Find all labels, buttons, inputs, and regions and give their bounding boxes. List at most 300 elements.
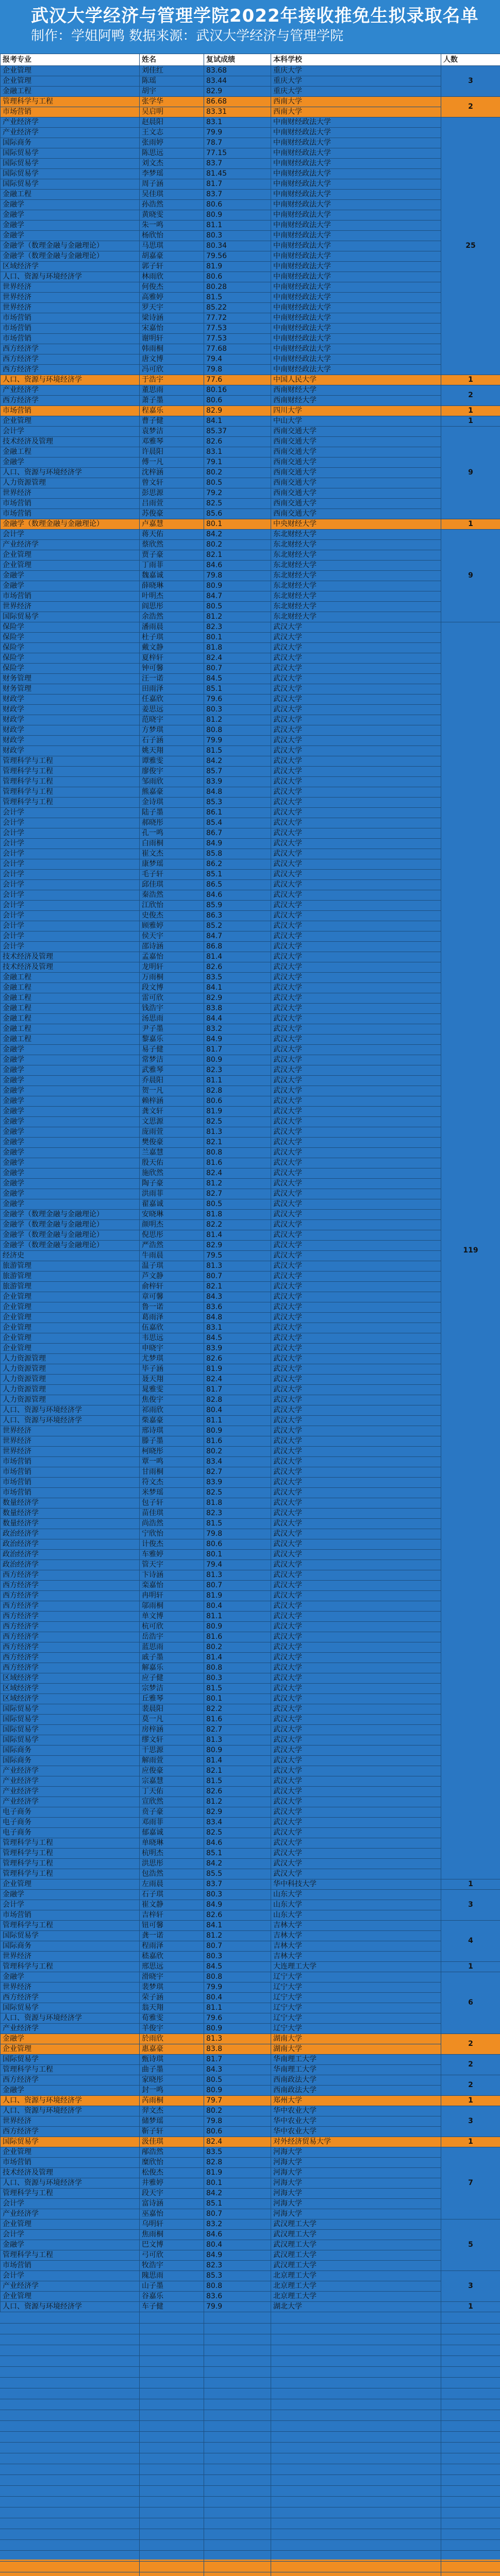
- score-cell: 81.6: [204, 1436, 271, 1447]
- school-cell: 武汉大学: [271, 942, 441, 952]
- page-subtitle: 制作：学姐阿鸭 数据来源：武汉大学经济与管理学院: [31, 28, 344, 44]
- score-cell: 84.4: [204, 1014, 271, 1024]
- major-cell: 金融工程: [1, 1004, 140, 1014]
- major-cell: 国际贸易学: [1, 1725, 140, 1735]
- score-cell: 80.1: [204, 2178, 271, 2189]
- name-cell: 伍嘉欣: [140, 1323, 204, 1333]
- table-row: [1, 1436, 500, 1447]
- score-cell: 80.4: [204, 1601, 271, 1612]
- school-cell: 湖南大学: [271, 2044, 441, 2055]
- major-cell: 技术经济及管理: [1, 2168, 140, 2178]
- table-row: [1, 241, 500, 251]
- school-cell: 武汉大学: [271, 1302, 441, 1313]
- school-cell: 山东大学: [271, 1900, 441, 1910]
- table-row: [1, 674, 500, 684]
- table-row: [1, 200, 500, 210]
- table-row: [1, 221, 500, 231]
- school-cell: 武汉大学: [271, 1591, 441, 1601]
- name-cell: 林雨欣: [140, 272, 204, 282]
- table-row: [1, 1416, 500, 1426]
- table-row: [1, 808, 500, 818]
- table-row: [1, 540, 500, 550]
- score-cell: 81.4: [204, 1653, 271, 1663]
- table-row: [1, 736, 500, 746]
- score-cell: 81.2: [204, 715, 271, 725]
- name-cell: 张学华: [140, 97, 204, 107]
- school-cell: 中山大学: [271, 416, 441, 427]
- school-cell: 武汉大学: [271, 1807, 441, 1818]
- school-cell: 郑州大学: [271, 2096, 441, 2106]
- score-cell: 83.9: [204, 777, 271, 787]
- major-cell: 市场营销: [1, 2261, 140, 2271]
- score-cell: 84.1: [204, 983, 271, 993]
- major-cell: 管理科学与工程: [1, 1849, 140, 1859]
- name-cell: 阎思彤: [140, 602, 204, 612]
- school-cell: 武汉大学: [271, 777, 441, 787]
- major-cell: 旅游管理: [1, 1272, 140, 1282]
- score-cell: 80.1: [204, 1550, 271, 1560]
- school-cell: 武汉大学: [271, 1560, 441, 1570]
- score-cell: 85.6: [204, 509, 271, 519]
- major-cell: 西方经济学: [1, 1591, 140, 1601]
- score-cell: 80.34: [204, 241, 271, 251]
- table-row: [1, 787, 500, 798]
- school-cell: 武汉大学: [271, 1622, 441, 1632]
- name-cell: 蒋天佑: [140, 530, 204, 540]
- score-cell: 84.3: [204, 2065, 271, 2075]
- major-cell: 西方经济学: [1, 1581, 140, 1591]
- school-cell: 西南交通大学: [271, 468, 441, 478]
- school-cell: 西南交通大学: [271, 488, 441, 499]
- column-header: 复试成绩: [204, 54, 271, 66]
- name-cell: 王文志: [140, 128, 204, 138]
- table-row: [1, 993, 500, 1004]
- name-cell: 宣欣然: [140, 1797, 204, 1807]
- score-cell: 77.15: [204, 148, 271, 159]
- name-cell: 荀雅雯: [140, 2013, 204, 2024]
- table-row: [1, 901, 500, 911]
- school-cell: 武汉大学: [271, 1436, 441, 1447]
- score-cell: 81.2: [204, 612, 271, 622]
- school-cell: 武汉大学: [271, 1581, 441, 1591]
- name-cell: 家晓彤: [140, 2075, 204, 2086]
- name-cell: 侯天宇: [140, 931, 204, 942]
- table-row: [1, 911, 500, 921]
- score-cell: 80.1: [204, 519, 271, 530]
- name-cell: 焦俊宇: [140, 1395, 204, 1405]
- table-row: [1, 1838, 500, 1849]
- table-row: [1, 1189, 500, 1199]
- major-cell: 会计学: [1, 849, 140, 859]
- name-cell: 吴启明: [140, 107, 204, 117]
- score-cell: 81.1: [204, 1076, 271, 1086]
- table-row: [1, 1879, 500, 1890]
- major-cell: 世界经济: [1, 303, 140, 313]
- school-cell: 武汉大学: [271, 1313, 441, 1323]
- school-cell: 武汉大学: [271, 1333, 441, 1344]
- major-cell: 电子商务: [1, 1828, 140, 1838]
- name-cell: 应子健: [140, 1673, 204, 1684]
- score-cell: 81.4: [204, 952, 271, 962]
- table-row: [1, 622, 500, 633]
- score-cell: 82.8: [204, 1395, 271, 1405]
- name-cell: 江欣怡: [140, 901, 204, 911]
- score-cell: 77.53: [204, 334, 271, 344]
- major-cell: 人口、资源与环境经济学: [1, 1416, 140, 1426]
- school-cell: 北京理工大学: [271, 2281, 441, 2292]
- table-row: [1, 66, 500, 76]
- table-row: [1, 602, 500, 612]
- name-cell: 嵇嘉欣: [140, 1952, 204, 1962]
- major-cell: 企业管理: [1, 416, 140, 427]
- name-cell: 胡嘉豪: [140, 251, 204, 262]
- name-cell: 韩雨桐: [140, 344, 204, 354]
- score-cell: 86.7: [204, 828, 271, 839]
- table-row: [1, 344, 500, 354]
- table-row: [1, 839, 500, 849]
- name-cell: 尹子墨: [140, 1024, 204, 1035]
- table-row: [1, 87, 500, 97]
- name-cell: 潘雨晨: [140, 622, 204, 633]
- school-cell: 河海大学: [271, 2147, 441, 2158]
- major-cell: 西方经济学: [1, 1612, 140, 1622]
- major-cell: 世界经济: [1, 1982, 140, 1993]
- page-title: 武汉大学经济与管理学院2022年接收推免生拟录取名单: [31, 6, 479, 26]
- column-header: 姓名: [140, 54, 204, 66]
- score-cell: 83.1: [204, 447, 271, 457]
- major-cell: 世界经济: [1, 1952, 140, 1962]
- school-cell: 中南财经政法大学: [271, 324, 441, 334]
- name-cell: 姜思远: [140, 705, 204, 715]
- major-cell: 产业经济学: [1, 2209, 140, 2219]
- name-cell: 袁梦洁: [140, 427, 204, 437]
- name-cell: 陆子墨: [140, 808, 204, 818]
- table-row: [1, 1745, 500, 1756]
- major-cell: 金融学: [1, 457, 140, 468]
- count-cell: 5: [441, 2219, 500, 2271]
- name-cell: 应俊豪: [140, 1766, 204, 1776]
- name-cell: 庞雨萱: [140, 1127, 204, 1138]
- score-cell: 79.9: [204, 128, 271, 138]
- table-row: [1, 1776, 500, 1787]
- column-header-row: [1, 54, 500, 66]
- major-cell: 会计学: [1, 901, 140, 911]
- table-row: [1, 468, 500, 478]
- score-cell: 86.2: [204, 859, 271, 870]
- score-cell: 81.5: [204, 1776, 271, 1787]
- school-cell: 中南财经政法大学: [271, 262, 441, 272]
- major-cell: 财政学: [1, 746, 140, 756]
- table-row: [1, 1591, 500, 1601]
- score-cell: 80.7: [204, 664, 271, 674]
- score-cell: 85.2: [204, 921, 271, 931]
- major-cell: 人口、资源与环境经济学: [1, 375, 140, 385]
- major-cell: 保险学: [1, 653, 140, 664]
- school-cell: 辽宁大学: [271, 2024, 441, 2034]
- major-cell: 管理科学与工程: [1, 756, 140, 767]
- name-cell: 裴梦琪: [140, 1982, 204, 1993]
- table-row: [1, 1282, 500, 1292]
- score-cell: 82.4: [204, 1375, 271, 1385]
- table-row: [1, 1570, 500, 1581]
- table-row: [1, 2137, 500, 2147]
- major-cell: 金融工程: [1, 1024, 140, 1035]
- table-row: [1, 818, 500, 828]
- school-cell: 东北财经大学: [271, 550, 441, 561]
- name-cell: 巴文博: [140, 2240, 204, 2250]
- name-cell: 苏俊豪: [140, 509, 204, 519]
- table-row: [1, 1519, 500, 1529]
- table-row: [1, 777, 500, 787]
- table-row: [1, 385, 500, 396]
- name-cell: 钱浩宇: [140, 1004, 204, 1014]
- major-cell: 金融学: [1, 1117, 140, 1127]
- table-row: [1, 210, 500, 221]
- score-cell: 85.5: [204, 1869, 271, 1879]
- name-cell: 魏嘉诚: [140, 571, 204, 581]
- major-cell: 产业经济学: [1, 1797, 140, 1807]
- table-row: [1, 859, 500, 870]
- score-cell: 79.56: [204, 251, 271, 262]
- score-cell: 80.28: [204, 282, 271, 293]
- count-cell: 3: [441, 1890, 500, 1921]
- name-cell: 靳子轩: [140, 2127, 204, 2137]
- table-row: [1, 2261, 500, 2271]
- major-cell: 产业经济学: [1, 1787, 140, 1797]
- score-cell: 80.5: [204, 602, 271, 612]
- name-cell: 石子涵: [140, 736, 204, 746]
- school-cell: 武汉大学: [271, 1138, 441, 1148]
- count-cell: 2: [441, 2034, 500, 2055]
- school-cell: 吉林大学: [271, 1952, 441, 1962]
- major-cell: 市场营销: [1, 1457, 140, 1467]
- score-cell: 85.1: [204, 684, 271, 694]
- major-cell: 区域经济学: [1, 262, 140, 272]
- school-cell: 武汉大学: [271, 1014, 441, 1024]
- school-cell: 辽宁大学: [271, 1993, 441, 2003]
- major-cell: 会计学: [1, 2199, 140, 2209]
- school-cell: 武汉大学: [271, 1261, 441, 1272]
- name-cell: 方梦琪: [140, 725, 204, 736]
- major-cell: 金融学: [1, 1972, 140, 1982]
- school-cell: 中南财经政法大学: [271, 282, 441, 293]
- table-row: [1, 1642, 500, 1653]
- table-row: [1, 1807, 500, 1818]
- name-cell: 陈思远: [140, 148, 204, 159]
- table-row: [1, 1086, 500, 1096]
- major-cell: 旅游管理: [1, 1261, 140, 1272]
- school-cell: 武汉大学: [271, 1395, 441, 1405]
- table-row: [1, 1653, 500, 1663]
- school-cell: 武汉大学: [271, 1735, 441, 1745]
- row-line: [0, 2377, 500, 2378]
- score-cell: 81.1: [204, 221, 271, 231]
- school-cell: 山东大学: [271, 1890, 441, 1900]
- score-cell: 81.9: [204, 1591, 271, 1601]
- name-cell: 汪一诺: [140, 674, 204, 684]
- name-cell: 卞诗涵: [140, 1570, 204, 1581]
- name-cell: 何俊杰: [140, 282, 204, 293]
- score-cell: 80.2: [204, 540, 271, 550]
- school-cell: 武汉大学: [271, 1849, 441, 1859]
- major-cell: 金融学: [1, 581, 140, 591]
- major-cell: 国际商务: [1, 1756, 140, 1766]
- score-cell: 82.6: [204, 1787, 271, 1797]
- table-row: [1, 2281, 500, 2292]
- school-cell: 中南财经政法大学: [271, 334, 441, 344]
- score-cell: 82.5: [204, 1488, 271, 1498]
- major-cell: 企业管理: [1, 1333, 140, 1344]
- table-row: [1, 1168, 500, 1179]
- name-cell: 邹雨欣: [140, 777, 204, 787]
- count-cell: 1: [441, 1962, 500, 1972]
- major-cell: 区域经济学: [1, 1684, 140, 1694]
- name-cell: 羊俊宇: [140, 2024, 204, 2034]
- table-row: [1, 1405, 500, 1416]
- table-row: [1, 756, 500, 767]
- name-cell: 弓可欣: [140, 2250, 204, 2261]
- count-cell: 3: [441, 2271, 500, 2302]
- name-cell: 罗天宇: [140, 303, 204, 313]
- table-row: [1, 1333, 500, 1344]
- school-cell: 武汉大学: [271, 1756, 441, 1766]
- name-cell: 毕子涵: [140, 1364, 204, 1375]
- name-cell: 史俊杰: [140, 911, 204, 921]
- name-cell: 殷天佑: [140, 1158, 204, 1168]
- school-cell: 东北财经大学: [271, 530, 441, 540]
- table-row: [1, 746, 500, 756]
- school-cell: 中南财经政法大学: [271, 148, 441, 159]
- major-cell: 产业经济学: [1, 540, 140, 550]
- name-cell: 蔡欣然: [140, 540, 204, 550]
- major-cell: 国际贸易学: [1, 1931, 140, 1941]
- major-cell: 国际商务: [1, 1941, 140, 1952]
- major-cell: 金融工程: [1, 1035, 140, 1045]
- school-cell: 武汉大学: [271, 1117, 441, 1127]
- score-cell: 82.4: [204, 2137, 271, 2147]
- table-row: [1, 1323, 500, 1333]
- score-cell: 81.1: [204, 1416, 271, 1426]
- name-cell: 邬雨桐: [140, 1601, 204, 1612]
- table-row: [1, 550, 500, 561]
- major-cell: 金融工程: [1, 993, 140, 1004]
- major-cell: 企业管理: [1, 66, 140, 76]
- table-row: [1, 2292, 500, 2302]
- major-cell: 人口、资源与环境经济学: [1, 2178, 140, 2189]
- table-row: [1, 2034, 500, 2044]
- name-cell: 龙明轩: [140, 962, 204, 973]
- school-cell: 武汉大学: [271, 1457, 441, 1467]
- score-cell: 86.1: [204, 808, 271, 818]
- major-cell: 金融学: [1, 1148, 140, 1158]
- major-cell: 国际贸易学: [1, 169, 140, 179]
- major-cell: 产业经济学: [1, 2281, 140, 2292]
- major-cell: 人力资源管理: [1, 478, 140, 488]
- major-cell: 国际贸易学: [1, 2055, 140, 2065]
- major-cell: 区域经济学: [1, 1694, 140, 1704]
- school-cell: 武汉大学: [271, 1467, 441, 1478]
- score-cell: 80.4: [204, 2240, 271, 2250]
- score-cell: 80.4: [204, 1405, 271, 1416]
- school-cell: 河海大学: [271, 2199, 441, 2209]
- name-cell: 宗嘉慧: [140, 1776, 204, 1787]
- score-cell: 82.4: [204, 653, 271, 664]
- table-row: [1, 571, 500, 581]
- score-cell: 82.1: [204, 1766, 271, 1776]
- name-cell: 解嘉乐: [140, 1663, 204, 1673]
- major-cell: 国际贸易学: [1, 159, 140, 169]
- score-cell: 82.1: [204, 1282, 271, 1292]
- score-cell: 86.68: [204, 97, 271, 107]
- table-row: [1, 1972, 500, 1982]
- table-row: [1, 1385, 500, 1395]
- name-cell: 覃一鸣: [140, 1457, 204, 1467]
- major-cell: 产业经济学: [1, 2024, 140, 2034]
- name-cell: 冉明轩: [140, 1591, 204, 1601]
- table-row: [1, 2096, 500, 2106]
- table-row: [1, 1673, 500, 1684]
- score-cell: 80.6: [204, 1539, 271, 1550]
- school-cell: 华南理工大学: [271, 2065, 441, 2075]
- major-cell: 企业管理: [1, 2292, 140, 2302]
- major-cell: 企业管理: [1, 2147, 140, 2158]
- major-cell: 世界经济: [1, 1436, 140, 1447]
- score-cell: 80.6: [204, 200, 271, 210]
- name-cell: 汲佳琪: [140, 2137, 204, 2147]
- school-cell: 武汉大学: [271, 746, 441, 756]
- row-line: [0, 2485, 500, 2486]
- table-row: [1, 2189, 500, 2199]
- name-cell: 龚文轩: [140, 1107, 204, 1117]
- major-cell: 西方经济学: [1, 1622, 140, 1632]
- school-cell: 武汉大学: [271, 911, 441, 921]
- name-cell: 常梦洁: [140, 1055, 204, 1065]
- school-cell: 湖南大学: [271, 2034, 441, 2044]
- table-row: [1, 1179, 500, 1189]
- name-cell: 段天宇: [140, 2189, 204, 2199]
- table-row: [1, 1395, 500, 1405]
- table-body: [1, 66, 500, 2312]
- school-cell: 武汉大学: [271, 798, 441, 808]
- school-cell: 武汉大学: [271, 1478, 441, 1488]
- major-cell: 人口、资源与环境经济学: [1, 272, 140, 282]
- major-cell: 企业管理: [1, 561, 140, 571]
- table-row: [1, 1859, 500, 1869]
- major-cell: 会计学: [1, 530, 140, 540]
- major-cell: 财政学: [1, 694, 140, 705]
- school-cell: 西南交通大学: [271, 499, 441, 509]
- table-row: [1, 849, 500, 859]
- score-cell: 83.68: [204, 66, 271, 76]
- score-cell: 82.5: [204, 499, 271, 509]
- school-cell: 武汉大学: [271, 1601, 441, 1612]
- name-cell: 储梦瑶: [140, 2116, 204, 2127]
- school-cell: 武汉大学: [271, 1344, 441, 1354]
- table-row: [1, 870, 500, 880]
- table-row: [1, 1076, 500, 1086]
- score-cell: 82.7: [204, 1725, 271, 1735]
- major-cell: 产业经济学: [1, 385, 140, 396]
- table-row: [1, 1313, 500, 1323]
- major-cell: 国际贸易学: [1, 1735, 140, 1745]
- score-cell: 81.1: [204, 1612, 271, 1622]
- major-cell: 市场营销: [1, 1488, 140, 1498]
- school-cell: 西南交通大学: [271, 509, 441, 519]
- name-cell: 吉梓轩: [140, 1910, 204, 1921]
- table-row: [1, 1220, 500, 1230]
- score-cell: 81.3: [204, 1261, 271, 1272]
- school-cell: 东北财经大学: [271, 540, 441, 550]
